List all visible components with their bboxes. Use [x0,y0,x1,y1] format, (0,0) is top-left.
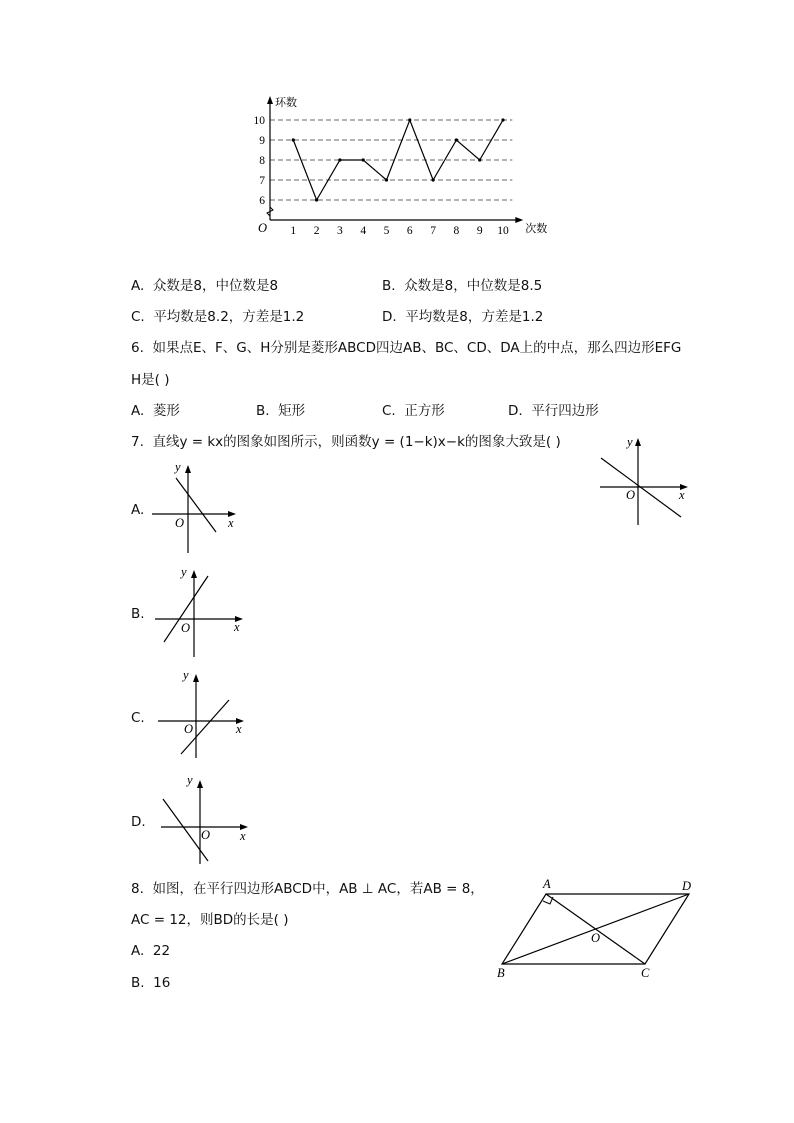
q6-option-c[interactable]: C. 正方形 [382,403,445,419]
diagonal-bd [502,894,689,964]
q7-d-origin: O [201,828,211,842]
x-tick-label-6: 6 [406,225,413,237]
q7-a-y-label: y [175,460,181,474]
x-tick-label-3: 3 [337,225,343,237]
q5-option-d[interactable]: D. 平均数是8，方差是1.2 [382,309,544,325]
q7-number: 7. [131,434,144,450]
q7-d-y-label: y [187,773,193,787]
q7-b-y-label: y [181,565,187,579]
q7-a-origin: O [175,516,185,530]
q7-option-b-letter[interactable]: B. [131,606,145,622]
q6-option-b[interactable]: B. 矩形 [256,403,306,419]
chart-y-axis-label: 环数 [275,96,297,109]
q6-number: 6. [131,340,144,356]
q7-b-origin: O [181,621,191,635]
chart-origin-label: O [258,221,268,235]
q5-option-a[interactable]: A. 众数是8，中位数是8 [131,278,279,294]
y-tick-label-9: 9 [259,135,265,147]
q7-ref-y-label: y [627,435,633,449]
y-tick-label-10: 10 [253,115,265,127]
q7-ref-origin: O [626,488,636,502]
q7-c-origin: O [184,722,194,736]
x-tick-label-10: 10 [497,225,509,237]
q8-text-1: 如图，在平行四边形ABCD中，AB ⊥ AC，若AB = 8， [152,881,484,897]
q5-option-b[interactable]: B. 众数是8，中位数是8.5 [382,278,543,294]
q6-stem-line2: H是( ) [131,372,170,388]
q6-option-a[interactable]: A. 菱形 [131,403,180,419]
x-tick-label-5: 5 [383,225,390,237]
q7-option-d-letter[interactable]: D. [131,814,146,830]
point-o-label: O [591,931,601,945]
q8-number: 8. [131,881,144,897]
x-tick-label-8: 8 [453,225,460,237]
q7-c-x-label: x [236,722,242,736]
q7-d-x-label: x [240,829,246,843]
y-tick-label-8: 8 [259,155,265,167]
x-tick-label-1: 1 [290,225,297,237]
x-tick-label-4: 4 [360,225,367,237]
q7-a-x-label: x [228,516,234,530]
y-tick-label-6: 6 [259,195,265,207]
q7-option-c-letter[interactable]: C. [131,710,145,726]
q7-b-x-label: x [234,620,240,634]
q6-text-1: 如果点E、F、G、H分别是菱形ABCD四边AB、BC、CD、DA上的中点，那么四边形EFG [152,340,682,356]
q7-c-y-label: y [183,668,189,682]
q8-option-a[interactable]: A. 22 [131,943,171,959]
x-tick-label-9: 9 [476,225,483,237]
point-c-label: C [641,966,650,980]
x-tick-label-2: 2 [313,225,320,237]
q8-stem-line2: AC = 12，则BD的长是( ) [131,912,289,928]
x-tick-label-7: 7 [430,225,436,237]
q7-option-a-letter[interactable]: A. [131,502,145,518]
q8-option-b[interactable]: B. 16 [131,975,171,991]
y-tick-label-7: 7 [259,175,265,187]
point-d-label: D [682,879,692,893]
point-a-label: A [543,877,551,891]
q7-ref-x-label: x [679,488,685,502]
chart-x-axis-label: 次数 [525,222,548,235]
q6-option-d[interactable]: D. 平行四边形 [508,403,599,419]
q7-text: 直线y = kx的图象如图所示，则函数y = (1−k)x−k的图象大致是( ) [152,434,561,450]
point-b-label: B [497,966,505,980]
q5-option-c[interactable]: C. 平均数是8.2，方差是1.2 [131,309,305,325]
